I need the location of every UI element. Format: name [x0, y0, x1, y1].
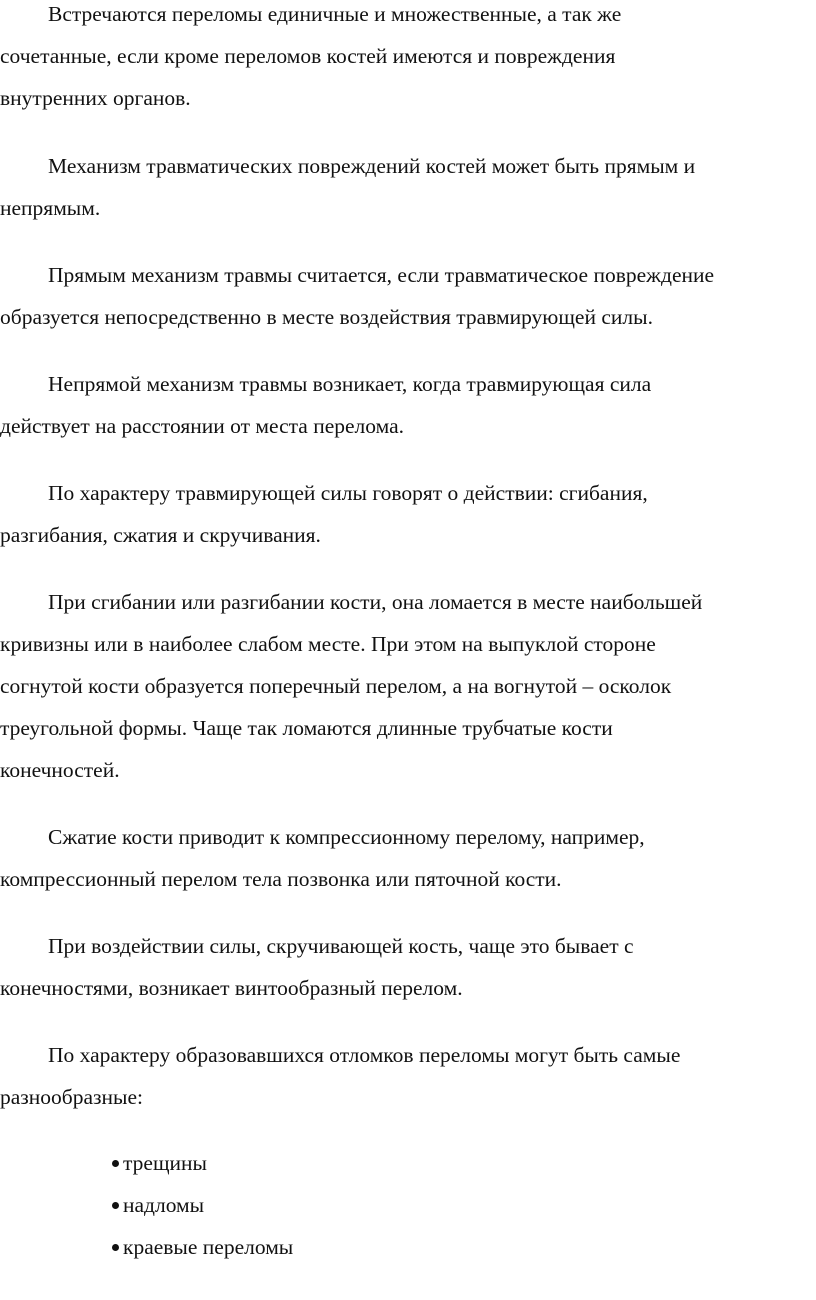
list-item: [112, 1237, 293, 1259]
paragraph-5-line-1: По характеру травмирующей силы говорят о действии: сгибания,: [48, 481, 648, 505]
paragraph-3-line-2: образуется непосредственно в месте воздействия травмирующей силы.: [0, 305, 653, 329]
paragraph-2-line-1: Механизм травматических повреждений костей может быть прямым и: [48, 154, 696, 178]
paragraph-9-line-2: разнообразные:: [0, 1085, 143, 1109]
paragraph-1-line-3: внутренних органов.: [0, 86, 191, 110]
list-item-text: краевые переломы: [123, 1235, 294, 1259]
paragraph-7-line-1: Сжатие кости приводит к компрессионному перелому, например,: [48, 825, 645, 849]
paragraph-4-line-1: Непрямой механизм травмы возникает, когда травмирующая сила: [48, 372, 652, 396]
bullet-icon: [112, 1244, 119, 1251]
paragraph-6-line-2: кривизны или в наиболее слабом месте. При этом на выпуклой стороне: [0, 632, 656, 656]
paragraph-4-line-2: действует на расстоянии от места перелома.: [0, 414, 404, 438]
paragraph-1-line-2: сочетанные, если кроме переломов костей имеются и повреждения: [0, 44, 616, 68]
paragraph-6-line-4: треугольной формы. Чаще так ломаются длинные трубчатые кости: [0, 716, 613, 740]
paragraph-2-line-2: непрямым.: [0, 196, 101, 220]
paragraph-3-line-1: Прямым механизм травмы считается, если травматическое повреждение: [48, 263, 715, 287]
paragraph-6-line-3: согнутой кости образуется поперечный перелом, а на вогнутой – осколок: [0, 674, 672, 698]
list-item: [112, 1195, 204, 1217]
bullet-icon: [112, 1202, 119, 1209]
paragraph-6-line-5: конечностей.: [0, 758, 120, 782]
paragraph-8-line-1: При воздействии силы, скручивающей кость, чаще это бывает с: [48, 934, 634, 958]
paragraph-9-line-1: По характеру образовавшихся отломков переломы могут быть самые: [48, 1043, 681, 1067]
list-item-text: трещины: [123, 1151, 207, 1175]
list-item-text: надломы: [123, 1193, 205, 1217]
paragraph-7-line-2: компрессионный перелом тела позвонка или пяточной кости.: [0, 867, 562, 891]
paragraph-8-line-2: конечностями, возникает винтообразный перелом.: [0, 976, 463, 1000]
list-item: [112, 1153, 207, 1175]
paragraph-6-line-1: При сгибании или разгибании кости, она ломается в месте наибольшей: [48, 590, 703, 614]
paragraph-1-line-1: Встречаются переломы единичные и множественные, а так же: [48, 2, 622, 26]
paragraph-5-line-2: разгибания, сжатия и скручивания.: [0, 523, 321, 547]
bullet-icon: [112, 1160, 119, 1167]
